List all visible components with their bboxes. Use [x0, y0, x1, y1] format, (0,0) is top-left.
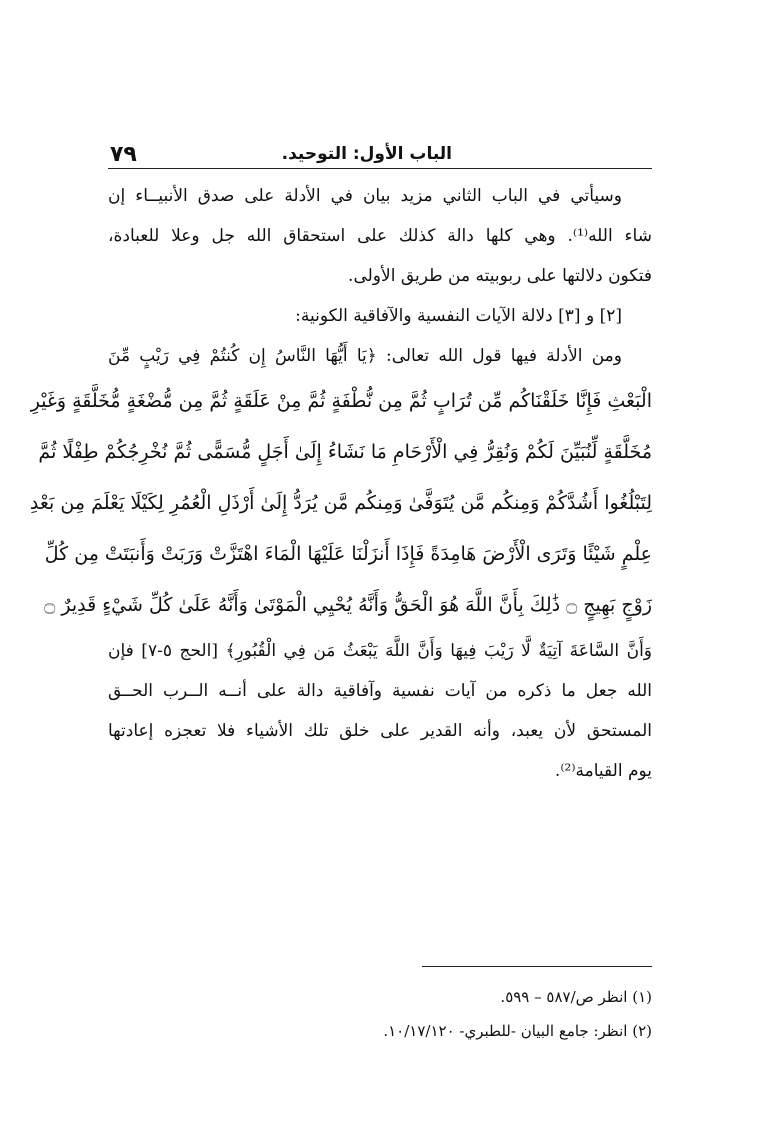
paragraph-line: ومن الأدلة فيها قول الله تعالى: ﴿يَا أَيُّهَا النَّاسُ إِن كُنتُمْ فِي رَيْبٍ مِّنَ: [108, 346, 622, 366]
verse-line: لِتَبْلُغُوا أَشُدَّكُمْ وَمِنكُم مَّن يُتَوَفَّىٰ وَمِنكُم مَّن يُرَدُّ إِلَىٰ أَرْذَلِ الْعُمُرِ لِكَيْلَا يَعْلَمَ مِن بَعْدِ: [29, 492, 652, 514]
paragraph-line: فتكون دلالتها على ربوبيته من طريق الأولى.: [348, 266, 652, 286]
verse-line: زَوْجٍ بَهِيجٍ ۝ ذَٰلِكَ بِأَنَّ اللَّهَ هُوَ الْحَقُّ وَأَنَّهُ يُحْيِي الْمَوْتَىٰ وَأَنَّهُ عَلَىٰ كُلِّ شَيْءٍ قَدِيرٌ ۝: [44, 594, 652, 616]
section-heading: [٢] و [٣] دلالة الآيات النفسية والآفاقية الكونية:: [295, 306, 622, 326]
paragraph-line: وَأَنَّ السَّاعَةَ آتِيَةٌ لَّا رَيْبَ فِيهَا وَأَنَّ اللَّهَ يَبْعَثُ مَن فِي الْقُبُورِ﴾ [الحج ٥-٧] فإن: [108, 641, 653, 661]
page-header: [108, 142, 652, 169]
verse-line: الْبَعْثِ فَإِنَّا خَلَقْنَاكُم مِّن تُرَابٍ ثُمَّ مِن نُّطْفَةٍ ثُمَّ مِنْ عَلَقَةٍ ثُمَّ مِن مُّضْغَةٍ مُّخَلَّقَةٍ وَغَيْرِ: [30, 390, 652, 412]
paragraph-line: وسيأتي في الباب الثاني مزيد بيان في الأدلة على صدق الأنبيــاء إن: [108, 186, 622, 206]
paragraph-line: شاء الله⁽¹⁾. وهي كلها دالة كذلك على استحقاق الله جل وعلا للعبادة،: [108, 226, 652, 246]
running-title: الباب الأول: التوحيد.: [281, 144, 452, 164]
paragraph-line: يوم القيامة⁽²⁾.: [554, 761, 652, 781]
page-number: ٧٩: [110, 142, 137, 167]
footnote-2: (٢) انظر: جامع البيان -للطبري- ١٠/١٧/١٢٠.: [383, 1022, 652, 1040]
footnotes: [108, 980, 652, 1048]
verse-line: عِلْمٍ شَيْئًا وَتَرَى الْأَرْضَ هَامِدَةً فَإِذَا أَنزَلْنَا عَلَيْهَا الْمَاءَ اهْتَزَّتْ وَرَبَتْ وَأَنبَتَتْ مِن كُلِّ: [44, 543, 652, 565]
paragraph-line: الله جعل ما ذكره من آيات نفسية وآفاقية دالة على أنــه الــرب الحــق: [108, 681, 652, 701]
body-text: [29, 176, 653, 791]
verse-line: مُخَلَّقَةٍ لِّنُبَيِّنَ لَكُمْ وَنُقِرُّ فِي الْأَرْحَامِ مَا نَشَاءُ إِلَىٰ أَجَلٍ مُّسَمًّى ثُمَّ نُخْرِجُكُمْ طِفْلًا ثُمَّ: [38, 441, 652, 463]
paragraph-line: المستحق لأن يعبد، وأنه القدير على خلق تلك الأشياء فلا تعجزه إعادتها: [108, 721, 652, 741]
footnote-1: (١) انظر ص/٥٨٧ – ٥٩٩.: [500, 988, 652, 1006]
footnote-divider: [422, 966, 652, 967]
